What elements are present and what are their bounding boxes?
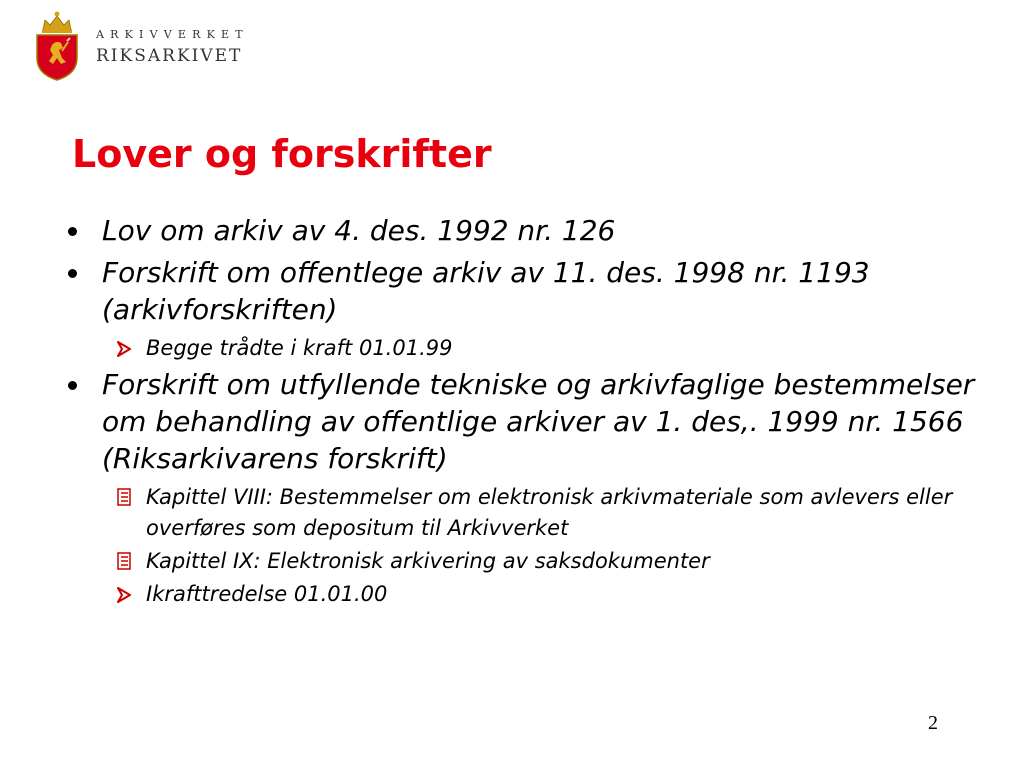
slide-title: Lover og forskrifter: [72, 132, 492, 176]
org-name-top: ARKIVVERKET: [96, 28, 249, 41]
document-bullet-icon: [116, 487, 132, 507]
bullet-text: Begge trådte i kraft 01.01.99: [146, 336, 453, 360]
sub-bullet-item: [62, 579, 982, 610]
bullet-list: [62, 212, 982, 612]
bullet-item: [62, 254, 982, 328]
arrow-bullet-icon: [114, 585, 134, 605]
bullet-item: [62, 212, 982, 249]
page-number: 2: [928, 712, 938, 734]
bullet-item: [62, 366, 982, 477]
dot-bullet-icon: [68, 227, 77, 236]
bullet-text: Lov om arkiv av 4. des. 1992 nr. 126: [102, 214, 616, 247]
bullet-text: Forskrift om offentlege arkiv av 11. des. 1998 nr. 1193 (arkivforskriften): [102, 256, 870, 326]
bullet-text: Kapittel IX: Elektronisk arkivering av saksdokumenter: [146, 549, 710, 573]
sub-bullet-item: [62, 333, 982, 364]
sub-bullet-item: [62, 482, 982, 544]
dot-bullet-icon: [68, 381, 77, 390]
document-bullet-icon: [116, 551, 132, 571]
bullet-text: Kapittel VIII: Bestemmelser om elektronisk arkivmateriale som avlevers eller overføres som depositum til Arkivverket: [146, 485, 953, 540]
norwegian-coat-of-arms-icon: [34, 8, 80, 82]
arrow-bullet-icon: [114, 339, 134, 359]
sub-bullet-item: [62, 546, 982, 577]
dot-bullet-icon: [68, 269, 77, 278]
riksarkivet-logo: [34, 8, 274, 82]
bullet-text: Ikrafttredelse 01.01.00: [146, 582, 388, 606]
org-name-bottom: RIKSARKIVET: [96, 46, 243, 66]
bullet-text: Forskrift om utfyllende tekniske og arkivfaglige bestemmelser om behandling av offentlige arkiver av 1. des,. 1999 nr. 1566 (Riksarkivarens forskrift): [102, 368, 975, 475]
